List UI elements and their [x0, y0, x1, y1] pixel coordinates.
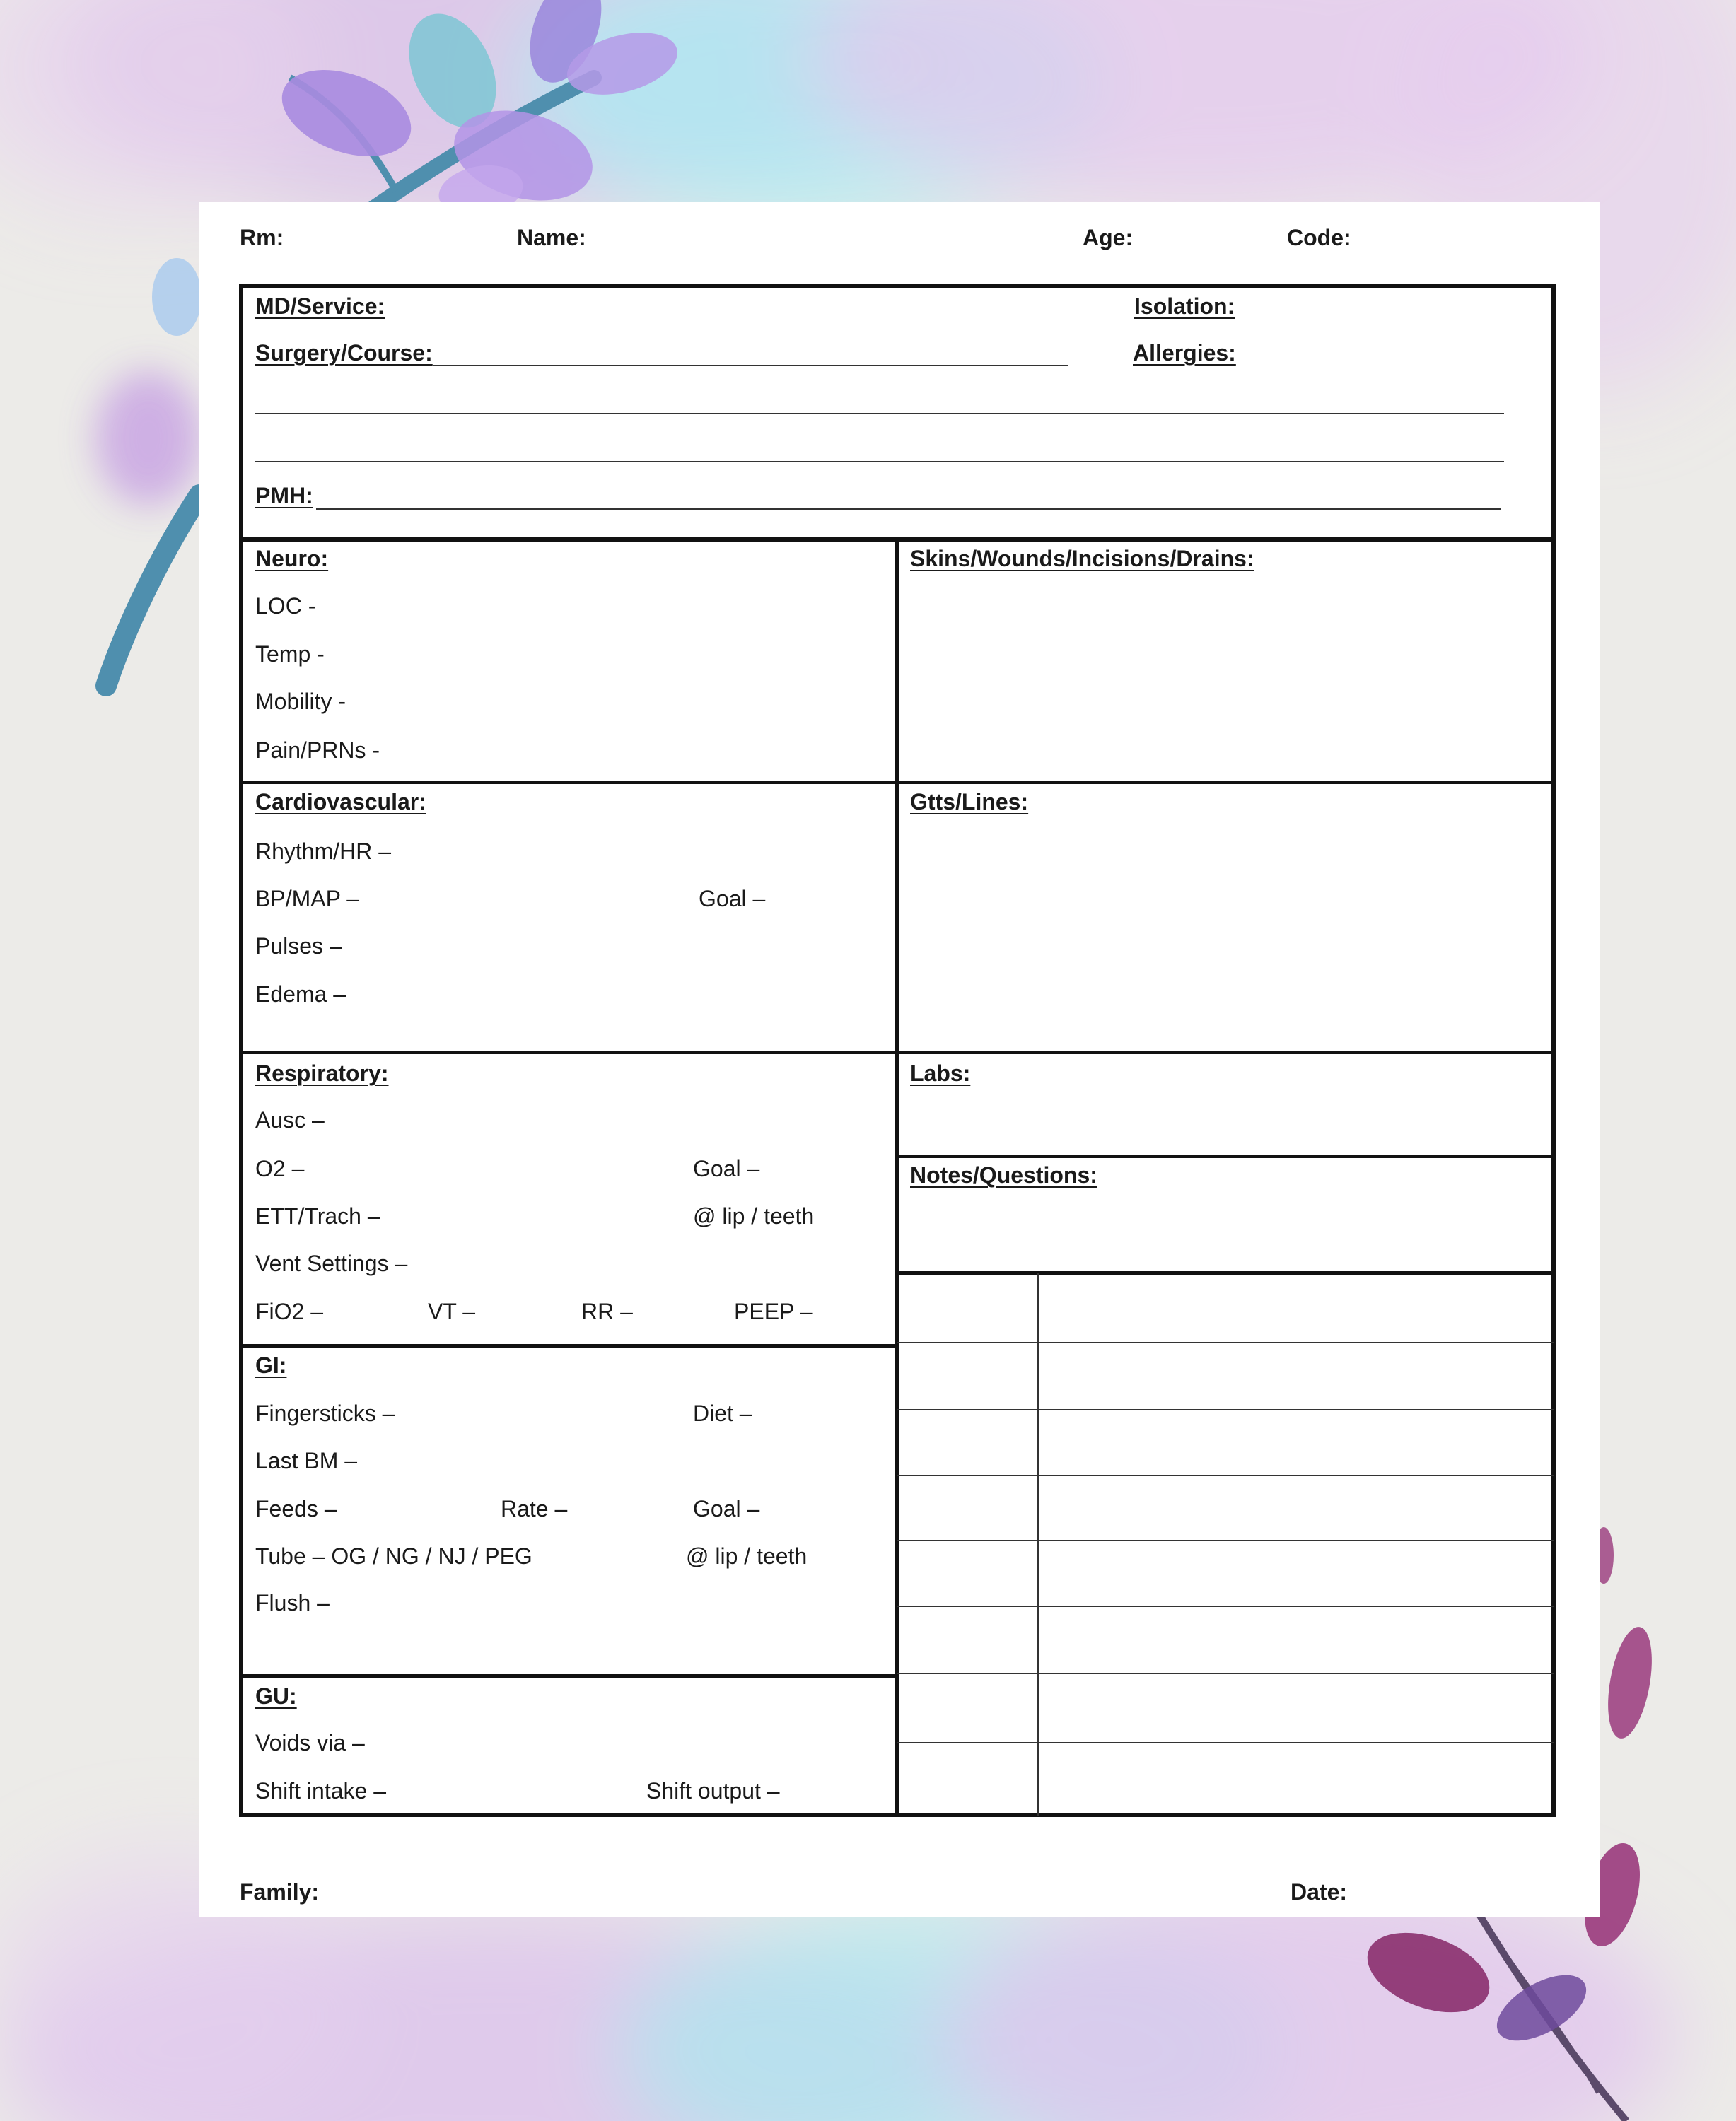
resp-peep: PEEP –: [734, 1299, 813, 1324]
allergies-label: Allergies:: [1133, 340, 1236, 366]
md-service-label: MD/Service:: [255, 293, 385, 319]
gi-tube: Tube – OG / NG / NJ / PEG: [255, 1543, 532, 1569]
gtts-title: Gtts/Lines:: [910, 789, 1029, 814]
gi-rate: Rate –: [501, 1496, 568, 1521]
info-write-line-2[interactable]: [255, 461, 1504, 462]
gu-voids: Voids via –: [255, 1730, 365, 1755]
isolation-label: Isolation:: [1134, 293, 1235, 319]
leaf-left-icon: [95, 258, 202, 686]
resp-ett: ETT/Trach –: [255, 1203, 380, 1229]
cardio-goal: Goal –: [699, 886, 766, 911]
neuro-loc: LOC -: [255, 593, 316, 619]
age-label: Age:: [1083, 225, 1134, 250]
neuro-title: Neuro:: [255, 546, 329, 571]
cardio-bp: BP/MAP –: [255, 886, 360, 911]
skins-title: Skins/Wounds/Incisions/Drains:: [910, 546, 1254, 571]
gi-goal: Goal –: [693, 1496, 760, 1521]
gi-fingersticks: Fingersticks –: [255, 1401, 395, 1426]
resp-goal: Goal –: [693, 1156, 760, 1181]
resp-fio2: FiO2 –: [255, 1299, 324, 1324]
pmh-line[interactable]: [316, 508, 1501, 510]
neuro-pain: Pain/PRNs -: [255, 737, 380, 763]
neuro-cardio-divider: [239, 781, 899, 784]
gi-flush: Flush –: [255, 1590, 330, 1615]
neuro-mobility: Mobility -: [255, 689, 346, 714]
gu-output: Shift output –: [646, 1778, 780, 1804]
cardio-pulses: Pulses –: [255, 933, 342, 959]
grid-row-line: [897, 1606, 1554, 1607]
report-sheet: [199, 202, 1600, 1917]
gi-gu-divider: [239, 1674, 899, 1678]
gi-lip-teeth: @ lip / teeth: [686, 1543, 808, 1569]
resp-rr: RR –: [581, 1299, 633, 1324]
cardio-edema: Edema –: [255, 981, 346, 1007]
resp-vt: VT –: [428, 1299, 475, 1324]
grid-row-line: [897, 1742, 1554, 1743]
center-divider: [895, 537, 899, 1817]
surgery-course-label: Surgery/Course:: [255, 340, 433, 366]
cardio-resp-divider: [239, 1051, 899, 1054]
resp-ausc: Ausc –: [255, 1107, 325, 1133]
neuro-temp: Temp -: [255, 641, 325, 667]
frame-top-border: [239, 284, 1556, 288]
info-write-line-1[interactable]: [255, 413, 1504, 414]
notes-title: Notes/Questions:: [910, 1162, 1097, 1188]
pmh-label: PMH:: [255, 483, 313, 508]
family-label: Family:: [240, 1879, 320, 1905]
cardio-title: Cardiovascular:: [255, 789, 426, 814]
gi-title: GI:: [255, 1352, 287, 1378]
gi-last-bm: Last BM –: [255, 1448, 358, 1473]
grid-row-line: [897, 1540, 1554, 1541]
labs-notes-divider: [895, 1155, 1556, 1158]
date-label: Date:: [1291, 1879, 1348, 1905]
resp-o2: O2 –: [255, 1156, 305, 1181]
grid-row-line: [897, 1475, 1554, 1476]
gu-title: GU:: [255, 1683, 297, 1709]
cardio-rhythm: Rhythm/HR –: [255, 839, 392, 864]
resp-vent: Vent Settings –: [255, 1251, 408, 1276]
resp-gi-divider: [239, 1344, 899, 1348]
grid-row-line: [897, 1673, 1554, 1674]
gtts-labs-divider: [895, 1051, 1556, 1054]
resp-lip-teeth: @ lip / teeth: [693, 1203, 815, 1229]
gi-feeds: Feeds –: [255, 1496, 337, 1521]
rm-label: Rm:: [240, 225, 284, 250]
gi-diet: Diet –: [693, 1401, 752, 1426]
grid-time-column-line: [1037, 1273, 1039, 1816]
grid-row-line: [897, 1409, 1554, 1410]
code-label: Code:: [1287, 225, 1351, 250]
resp-title: Respiratory:: [255, 1060, 389, 1086]
gu-intake: Shift intake –: [255, 1778, 386, 1804]
skins-gtts-divider: [895, 781, 1556, 784]
surgery-course-line[interactable]: [433, 365, 1068, 366]
notes-grid-divider: [895, 1271, 1556, 1275]
grid-row-line: [897, 1342, 1554, 1343]
labs-title: Labs:: [910, 1060, 971, 1086]
name-label: Name:: [517, 225, 586, 250]
